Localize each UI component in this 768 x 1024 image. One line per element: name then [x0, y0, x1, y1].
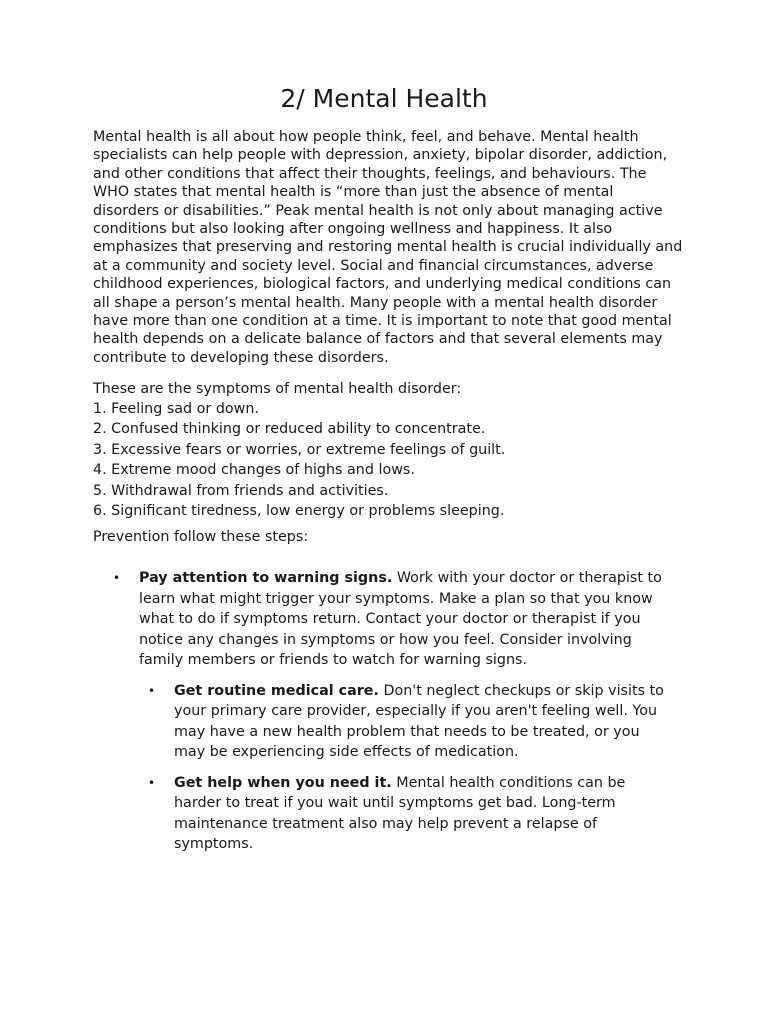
- symptom-item: 2. Confused thinking or reduced ability to concentrate.: [93, 421, 486, 438]
- page-title: 2/ Mental Health: [280, 84, 488, 113]
- intro-paragraph: Mental health is all about how people think, feel, and behave. Mental health specialists can help people with depression, anxiety, bipolar disorder, addiction, and other conditions that affect their thoughts, feelings, and behaviours. The WHO states that mental health is “more than just the absence of mental disorders or disabilities.” Peak mental health is not only about managing active conditions but also looking after ongoing wellness and happiness. It also emphasizes that preserving and restoring mental health is crucial individually and at a community and society level. Social and financial circumstances, adverse childhood experiences, biological factors, and underlying medical conditions can all shape a person’s mental health. Many people with a mental health disorder have more than one condition at a time. It is important to note that good mental health depends on a delicate balance of factors and that several elements may contribute to developing these disorders.: [93, 129, 683, 366]
- symptom-item: 3. Excessive fears or worries, or extreme feelings of guilt.: [93, 441, 506, 458]
- step-text: Work with your doctor or therapist to learn what might trigger your symptoms. Make a plan so that you know what to do if symptoms return. Contact your doctor or therapist if you notice any changes in symptoms or how you feel. Consider involving family members or friends to watch for warning signs.: [139, 570, 662, 669]
- document-body: [93, 128, 683, 855]
- bullet-icon: •: [113, 571, 121, 586]
- prevention-intro: Prevention follow these steps:: [93, 528, 309, 545]
- symptom-item: 6. Significant tiredness, low energy or problems sleeping.: [93, 503, 505, 520]
- step-heading: Get routine medical care.: [174, 682, 379, 699]
- step-heading: Pay attention to warning signs.: [139, 570, 393, 587]
- bullet-icon: •: [148, 683, 156, 698]
- symptom-list: [93, 399, 683, 522]
- prevention-step: [148, 681, 674, 763]
- step-heading: Get help when you need it.: [174, 774, 392, 791]
- symptoms-intro: These are the symptoms of mental health disorder:: [93, 381, 462, 398]
- prevention-step: [113, 568, 674, 671]
- symptom-item: 1. Feeling sad or down.: [93, 400, 259, 417]
- prevention-step: [148, 773, 674, 855]
- prevention-list: [93, 568, 683, 855]
- symptom-item: 4. Extreme mood changes of highs and lows.: [93, 462, 415, 479]
- step-text: Mental health conditions can be harder to treat if you wait until symptoms get bad. Long-term maintenance treatment also may help prevent a relapse of symptoms.: [174, 774, 626, 853]
- bullet-icon: •: [148, 775, 156, 790]
- step-text: Don't neglect checkups or skip visits to your primary care provider, especially if you aren't feeling well. You may have a new health problem that needs to be treated, or you may be experiencing side effects of medication.: [174, 682, 664, 761]
- symptom-item: 5. Withdrawal from friends and activities.: [93, 482, 389, 499]
